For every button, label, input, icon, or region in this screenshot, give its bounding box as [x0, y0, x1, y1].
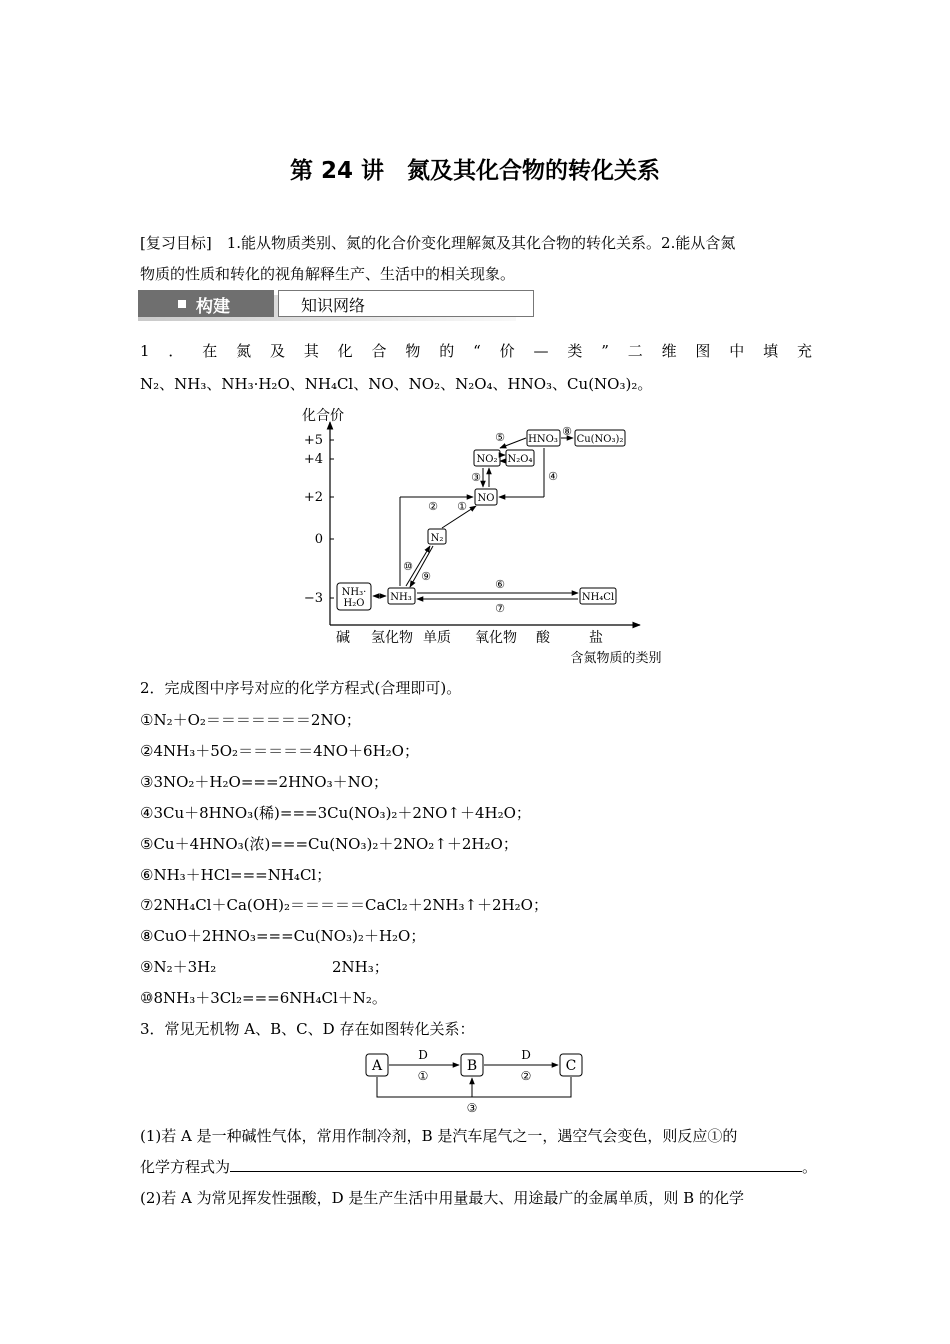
label-n2o4: N₂O₄	[507, 454, 533, 465]
objectives-line1: 1.能从物质类别、氮的化合价变化理解氮及其化合物的转化关系。2.能从含氮	[226, 234, 736, 252]
equation-6: ⑥NH₃＋HCl===NH₄Cl；	[140, 866, 332, 884]
num-8: ⑧	[562, 425, 572, 438]
label-nh4cl: NH₄Cl	[581, 592, 615, 603]
num-3: ③	[471, 471, 481, 484]
x-cat-hydride: 氢化物	[371, 630, 413, 646]
num-10: ⑩	[403, 560, 413, 573]
label-no: NO	[477, 493, 495, 504]
num-9: ⑨	[421, 570, 431, 583]
label-cuno3: Cu(NO₃)₂	[576, 434, 624, 445]
equation-5: ⑤Cu＋4HNO₃(浓)===Cu(NO₃)₂＋2NO₂↑＋2H₂O；	[140, 835, 518, 853]
equation-3: ③3NO₂＋H₂O===2HNO₃＋NO；	[140, 773, 389, 791]
question-3-part2-line1: (2)若 A 为常见挥发性强酸，D 是生产生活中用量最大、用途最广的金属单质，则 B 的化学	[140, 1189, 744, 1207]
y-tick-zero: 0	[314, 532, 323, 547]
equation-4: ④3Cu＋8HNO₃(稀)===3Cu(NO₃)₂＋2NO↑＋4H₂O；	[140, 804, 531, 822]
label-nh3h2o-bottom: H₂O	[343, 598, 365, 609]
label-step3: ③	[466, 1101, 478, 1115]
part1-prefix: 化学方程式为	[140, 1158, 231, 1176]
y-tick-plus4: +4	[303, 452, 323, 467]
label-step1: ①	[417, 1069, 429, 1083]
label-d1: D	[418, 1048, 428, 1062]
label-d2: D	[521, 1048, 531, 1062]
label-n2: N₂	[430, 533, 444, 544]
objectives-label: [复习目标]	[140, 234, 212, 252]
x-cat-base: 碱	[336, 630, 350, 646]
x-cat-salt: 盐	[589, 630, 603, 646]
num-4: ④	[548, 470, 558, 483]
label-nh3: NH₃	[390, 592, 412, 603]
num-1: ①	[457, 500, 467, 513]
y-tick-plus2: +2	[303, 490, 323, 505]
section-banner	[138, 289, 518, 323]
answer-blank[interactable]	[230, 1157, 802, 1172]
y-axis-title: 化合价	[302, 408, 344, 424]
x-axis-title: 含氮物质的类别	[570, 651, 662, 666]
question-3-intro: 3．常见无机物 A、B、C、D 存在如图转化关系：	[140, 1020, 475, 1038]
part1-suffix: 。	[802, 1158, 818, 1176]
objectives-line2: 物质的性质和转化的视角解释生产、生活中的相关现象。	[140, 265, 516, 283]
x-cat-element: 单质	[423, 630, 451, 646]
page-title: 第 24 讲 氮及其化合物的转化关系	[289, 158, 661, 184]
equation-8: ⑧CuO＋2HNO₃===Cu(NO₃)₂＋H₂O；	[140, 927, 426, 945]
equation-9-left: ⑨N₂＋3H₂	[140, 958, 217, 976]
label-a: A	[371, 1058, 383, 1074]
banner-dark-label: 构建	[196, 297, 230, 317]
equation-1: ①N₂＋O₂＝＝＝＝＝＝＝2NO；	[140, 711, 361, 729]
arrow-3-path	[377, 1077, 571, 1097]
question-3-part1-line1: (1)若 A 是一种碱性气体，常用作制冷剂，B 是汽车尾气之一，遇空气会变色，则反应①的	[140, 1127, 738, 1145]
x-cat-acid: 酸	[536, 630, 550, 646]
equation-10: ⑩8NH₃＋3Cl₂===6NH₄Cl＋N₂。	[140, 989, 387, 1007]
num-7: ⑦	[495, 602, 505, 615]
abc-flow-diagram	[360, 1045, 590, 1120]
label-b: B	[466, 1058, 478, 1074]
label-hno3: HNO₃	[528, 434, 558, 445]
label-step2: ②	[520, 1069, 532, 1083]
y-tick-plus5: +5	[303, 433, 323, 448]
question-3-part1-line2	[140, 1157, 817, 1177]
equation-9-right: 2NH₃；	[332, 958, 389, 976]
question-1-line1: 1．在氮及其化合物的“价—类”二维图中填充	[140, 342, 812, 360]
review-objectives	[140, 228, 812, 290]
label-nh3h2o-top: NH₃·	[341, 587, 367, 598]
equation-2: ②4NH₃＋5O₂＝＝＝＝＝4NO＋6H₂O；	[140, 742, 419, 760]
question-1-line2: N₂、NH₃、NH₃·H₂O、NH₄Cl、NO、NO₂、N₂O₄、HNO₃、Cu(NO₃)₂。	[140, 375, 653, 393]
num-2: ②	[428, 500, 438, 513]
x-cat-oxide: 氧化物	[475, 630, 517, 646]
num-6: ⑥	[495, 578, 505, 591]
label-no2: NO₂	[476, 454, 498, 465]
question-2-intro: 2．完成图中序号对应的化学方程式(合理即可)。	[140, 679, 462, 697]
equation-7: ⑦2NH₄Cl＋Ca(OH)₂＝＝＝＝＝CaCl₂＋2NH₃↑＋2H₂O；	[140, 896, 548, 914]
valence-class-diagram	[290, 400, 690, 670]
banner-light-label: 知识网络	[301, 296, 366, 315]
num-5: ⑤	[495, 431, 505, 444]
label-c: C	[565, 1058, 577, 1074]
y-tick-minus3: −3	[303, 591, 323, 606]
